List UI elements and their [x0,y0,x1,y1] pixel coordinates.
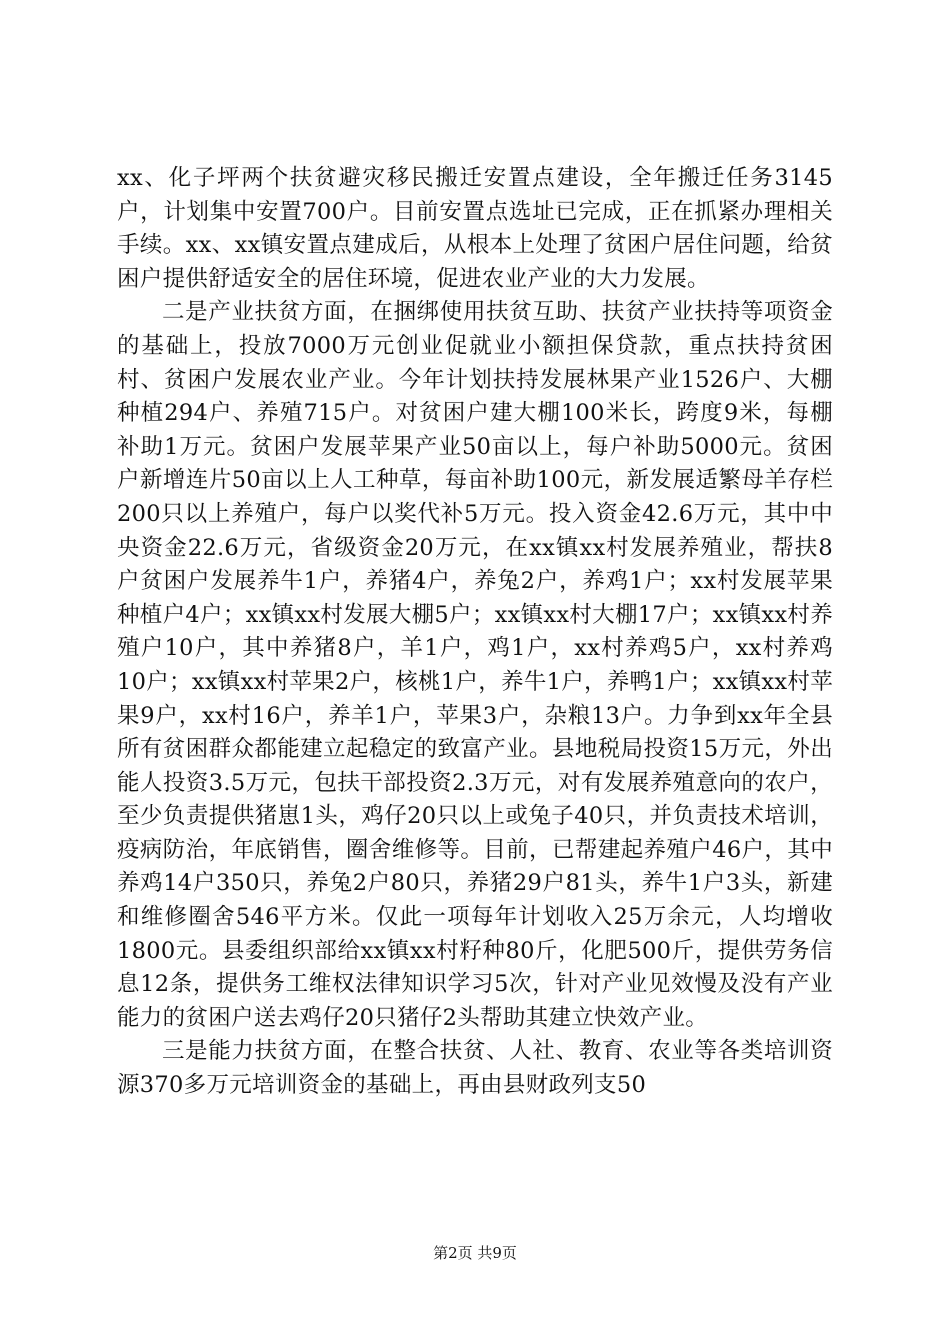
body-text [117,162,833,1103]
paragraph-capacity-poverty-relief: 三是能力扶贫方面，在整合扶贫、人社、教育、农业等各类培训资源370多万元培训资金的基础上，再由县财政列支50 [117,1038,833,1099]
paragraph-industry-poverty-relief: 二是产业扶贫方面，在捆绑使用扶贫互助、扶贫产业扶持等项资金的基础上，投放7000万元创业促就业小额担保贷款，重点扶持贫困村、贫困户发展农业产业。今年计划扶持发展林果产业1526户、大棚种植294户、养殖715户。对贫困户建大棚100米长，跨度9米，每棚补助1万元。贫困户发展苹果产业50亩以上，每户补助5000元。贫困户新增连片50亩以上人工种草，每亩补助100元，新发展适繁母羊存栏200只以上养殖户，每户以奖代补5万元。投入资金42.6万元，其中中央资金22.6万元，省级资金20万元，在xx镇xx村发展养殖业，帮扶8户贫困户发展养牛1户，养猪4户，养兔2户，养鸡1户；xx村发展苹果种植户4户；xx镇xx村发展大棚5户；xx镇xx村大棚17户；xx镇xx村养殖户10户，其中养猪8户，羊1户，鸡1户，xx村养鸡5户，xx村养鸡10户；xx镇xx村苹果2户，核桃1户，养牛1户，养鸭1户；xx镇xx村苹果9户，xx村16户，养羊1户，苹果3户，杂粮13户。力争到xx年全县所有贫困群众都能建立起稳定的致富产业。县地税局投资15万元，外出能人投资3.5万元，包扶干部投资2.3万元，对有发展养殖意向的农户，至少负责提供猪崽1头，鸡仔20只以上或兔子40只，并负责技术培训，疫病防治，年底销售，圈舍维修等。目前，已帮建起养殖户46户，其中养鸡14户350只，养兔2户80只，养猪29户81头，养牛1户3头，新建和维修圈舍546平方米。仅此一项每年计划收入25万余元，人均增收1800元。县委组织部给xx镇xx村籽种80斤，化肥500斤，提供劳务信息12条，提供务工维权法律知识学习5次，针对产业见效慢及没有产业能力的贫困户送去鸡仔20只猪仔2头帮助其建立快效产业。 [117,299,834,1031]
paragraph-resettlement: xx、化子坪两个扶贫避灾移民搬迁安置点建设，全年搬迁任务3145户，计划集中安置700户。目前安置点选址已完成，正在抓紧办理相关手续。xx、xx镇安置点建成后，从根本上处理了贫困户居住问题，给贫困户提供舒适安全的居住环境，促进农业产业的大力发展。 [117,165,833,292]
page-number-footer: 第2页 共9页 [433,1244,517,1262]
